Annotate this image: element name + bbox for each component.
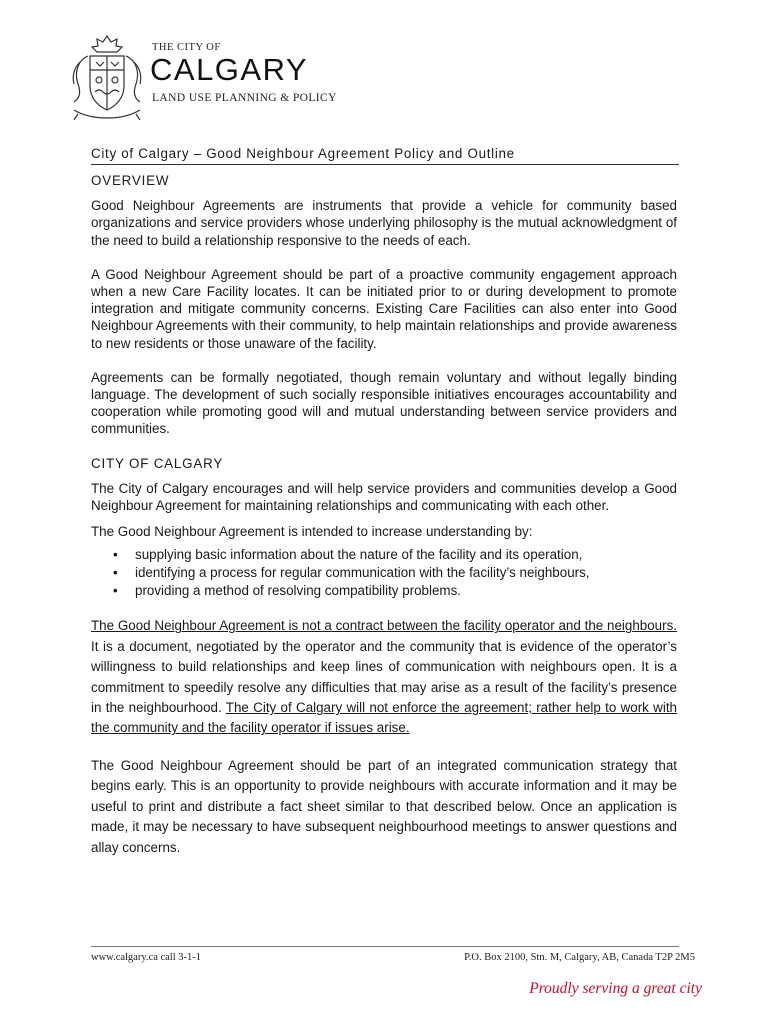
city-crest-icon [66, 32, 148, 122]
list-item: • providing a method of resolving compatibility problems. [91, 582, 677, 600]
footer-tagline: Proudly serving a great city [529, 980, 702, 997]
list-item: • supplying basic information about the nature of the facility and its operation, [91, 546, 677, 564]
footer-website-phone: www.calgary.ca call 3-1-1 [91, 952, 201, 963]
overview-paragraph-1: Good Neighbour Agreements are instruments that provide a vehicle for community based organizations and service providers whose underlying philosophy is the mutual acknowledgment of the need to build a relationship responsive to the needs of each. [91, 198, 677, 248]
contract-paragraph [91, 616, 677, 738]
department-name: LAND USE PLANNING & POLICY [152, 92, 337, 104]
list-item: • identifying a process for regular communication with the facility’s neighbours, [91, 564, 677, 582]
footer-divider [91, 946, 679, 947]
city-paragraph-1: The City of Calgary encourages and will help service providers and communities develop a Good Neighbour Agreement for maintaining relationships and communicating with each other. [91, 480, 677, 514]
org-line-the-city-of: THE CITY OF [152, 42, 221, 53]
contract-explanation: It is a document, negotiated by the operator and the community that is evidence of the operator’s willingness to build relationships and keep lines of communication with neighbours open. It is a commitment to speedily resolve any difficulties that may arise as a result of the facility’s presence in the neighbourhood. [91, 638, 677, 716]
not-a-contract-statement: The Good Neighbour Agreement is not a contract between the facility operator and the neighbours. [91, 618, 677, 634]
overview-heading: OVERVIEW [91, 173, 170, 188]
org-name: CALGARY [150, 52, 309, 87]
understanding-bullet-list [91, 546, 677, 600]
footer-address: P.O. Box 2100, Stn. M, Calgary, AB, Canada T2P 2M5 [464, 952, 695, 963]
letterhead [66, 32, 366, 124]
overview-paragraph-3: Agreements can be formally negotiated, though remain voluntary and without legally binding language. The development of such socially responsible initiatives encourages accountability and cooperation while promoting good will and mutual understanding between service providers and communities. [91, 369, 677, 437]
overview-paragraph-2: A Good Neighbour Agreement should be part of a proactive community engagement approach when a new Care Facility locates. It can be initiated prior to or during development to promote integration and mitigate community concerns. Existing Care Facilities can also enter into Good Neighbour Agreements with their community, to help maintain relationships and provide awareness to new residents or those unaware of the facility. [91, 266, 677, 351]
communication-strategy-paragraph: The Good Neighbour Agreement should be part of an integrated communication strategy that begins early. This is an opportunity to provide neighbours with accurate information and it may be useful to print and distribute a fact sheet similar to that described below. Once an application is made, it may be necessary to have subsequent neighbourhood meetings to answer questions and allay concerns. [91, 757, 677, 855]
city-paragraph-2: The Good Neighbour Agreement is intended to increase understanding by: [91, 524, 533, 540]
document-title: City of Calgary – Good Neighbour Agreement Policy and Outline [91, 146, 679, 165]
no-enforcement-statement: The City of Calgary will not enforce the agreement; rather help to work with the community and the facility operator if issues arise. [91, 700, 677, 736]
document-body [91, 172, 677, 875]
city-of-calgary-heading: CITY OF CALGARY [91, 455, 224, 471]
